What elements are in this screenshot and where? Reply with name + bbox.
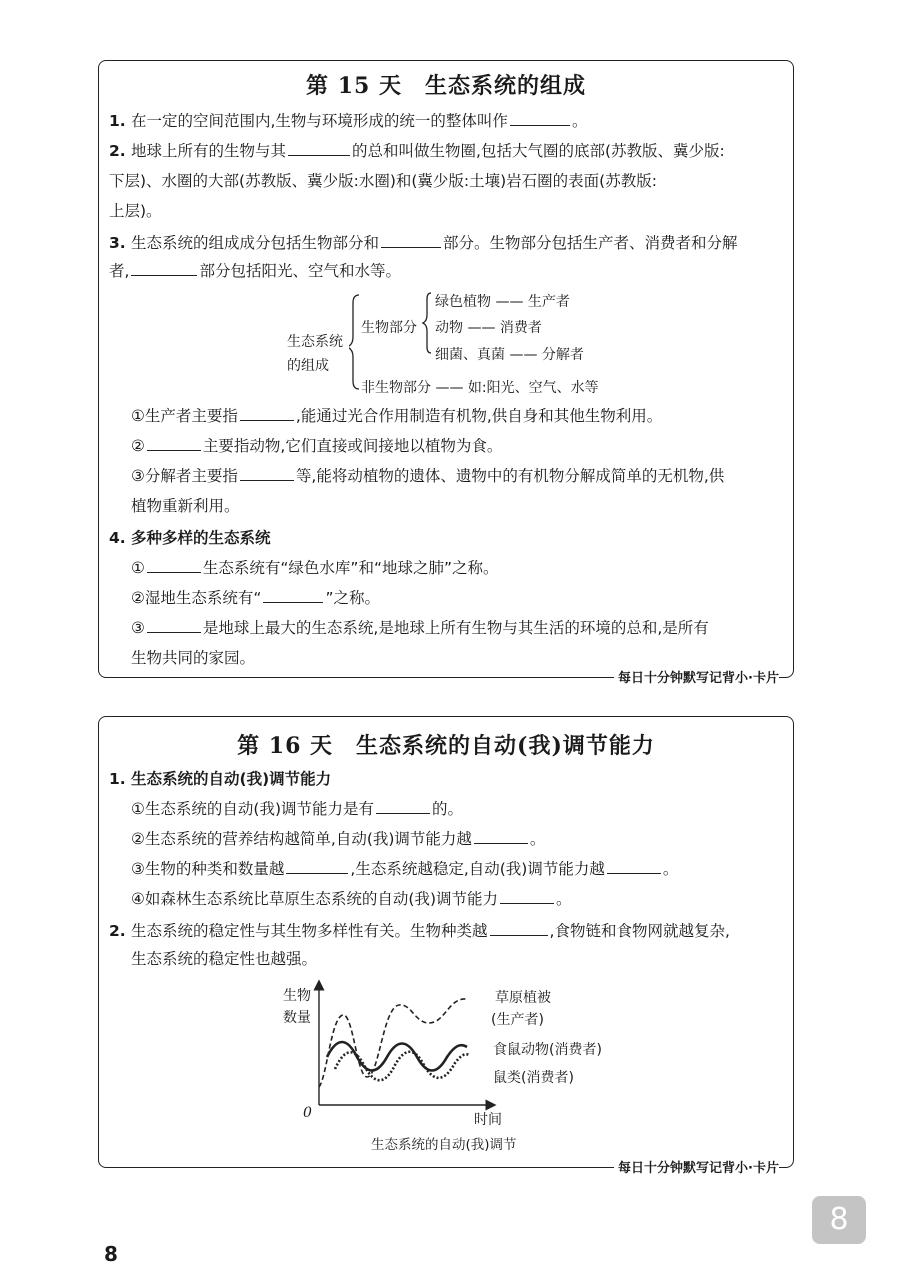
q4-item1: ① 生态系统有“绿色水库”和“地球之肺”之称。 — [131, 559, 499, 577]
q3-line1: 3. 生态系统的组成成分包括生物部分和 部分。生物部分包括生产者、消费者和分解 — [109, 234, 738, 252]
d16-q1-item1: ①生态系统的自动(我)调节能力是有 的。 — [131, 800, 464, 818]
answer-blank[interactable] — [147, 618, 201, 633]
answer-blank[interactable] — [131, 261, 197, 276]
diagram-producer: 绿色植物 —— 生产者 — [435, 294, 570, 310]
chart-xlabel: 时间 — [474, 1112, 502, 1128]
diagram-root-2: 的组成 — [287, 358, 329, 374]
chart-origin: 0 — [303, 1105, 312, 1121]
answer-blank[interactable] — [288, 141, 350, 156]
day16-title: 第 16 天 生态系统的自动(我)调节能力 — [237, 733, 655, 759]
chart-caption: 生态系统的自动(我)调节 — [371, 1137, 517, 1153]
legend-grassland: 草原植被 — [495, 990, 551, 1006]
series-predators — [327, 1042, 467, 1071]
answer-blank[interactable] — [376, 799, 430, 814]
q2-line2: 下层)、水圈的大部(苏教版、冀少版:水圈)和(冀少版:土壤)岩石圈的表面(苏教版: — [109, 172, 657, 190]
answer-blank[interactable] — [240, 406, 294, 421]
q4-item3-line2: 生物共同的家园。 — [131, 649, 256, 667]
d16-q1-item4: ④如森林生态系统比草原生态系统的自动(我)调节能力 。 — [131, 890, 572, 908]
day16-card — [98, 716, 794, 1176]
q2-line1: 2. 地球上所有的生物与其 的总和叫做生物圈,包括大气圈的底部(苏教版、冀少版: — [109, 142, 725, 160]
diagram-consumer: 动物 —— 消费者 — [435, 320, 542, 336]
answer-blank[interactable] — [500, 889, 554, 904]
d16-q1-item3: ③生物的种类和数量越 ,生态系统越稳定,自动(我)调节能力越 。 — [131, 860, 679, 878]
diagram-nonbio: 非生物部分 —— 如:阳光、空气、水等 — [361, 380, 599, 396]
legend-rodents: 鼠类(消费者) — [493, 1070, 574, 1086]
answer-blank[interactable] — [510, 111, 570, 126]
d16-q2-line1: 2. 生态系统的稳定性与其生物多样性有关。生物种类越 ,食物链和食物网就越复杂, — [109, 922, 730, 940]
s3-line1: ③分解者主要指 等,能将动植物的遗体、遗物中的有机物分解成简单的无机物,供 — [131, 467, 725, 485]
day15-title: 第 15 天 生态系统的组成 — [306, 73, 586, 99]
answer-blank[interactable] — [240, 466, 294, 481]
card-footer: 每日十分钟默写记背小·卡片 — [614, 667, 779, 686]
chart-ylabel: 生物 — [283, 988, 311, 1004]
q4-item3: ③ 是地球上最大的生态系统,是地球上所有生物与其生活的环境的总和,是所有 — [131, 619, 709, 637]
legend-predators: 食鼠动物(消费者) — [493, 1042, 602, 1058]
chart-plot — [299, 977, 499, 1113]
d16-q1-title: 1. 生态系统的自动(我)调节能力 — [109, 770, 332, 788]
page-badge: 8 — [812, 1196, 866, 1244]
card-footer: 每日十分钟默写记背小·卡片 — [614, 1157, 779, 1176]
answer-blank[interactable] — [490, 921, 548, 936]
s2-line: ② 主要指动物,它们直接或间接地以植物为食。 — [131, 437, 503, 455]
answer-blank[interactable] — [607, 859, 661, 874]
q4-title: 4. 多种多样的生态系统 — [109, 529, 271, 547]
d16-q1-item2: ②生态系统的营养结构越简单,自动(我)调节能力越 。 — [131, 830, 546, 848]
answer-blank[interactable] — [474, 829, 528, 844]
answer-blank[interactable] — [263, 588, 323, 603]
answer-blank[interactable] — [286, 859, 348, 874]
answer-blank[interactable] — [381, 233, 441, 248]
q2-line3: 上层)。 — [109, 202, 162, 220]
day15-card — [98, 60, 794, 686]
s3-line2: 植物重新利用。 — [131, 497, 240, 515]
chart-ylabel-2: 数量 — [283, 1010, 311, 1026]
q1-line: 1. 在一定的空间范围内,生物与环境形成的统一的整体叫作 。 — [109, 112, 588, 130]
diagram-root: 生态系统 — [287, 334, 343, 350]
answer-blank[interactable] — [147, 436, 201, 451]
s1-line: ①生产者主要指 ,能通过光合作用制造有机物,供自身和其他生物利用。 — [131, 407, 663, 425]
diagram-decomposer: 细菌、真菌 —— 分解者 — [435, 347, 584, 363]
page-number: 8 — [104, 1242, 118, 1266]
legend-grassland-note: (生产者) — [491, 1012, 544, 1028]
d16-q2-line2: 生态系统的稳定性也越强。 — [131, 950, 318, 968]
q4-item2: ②湿地生态系统有“ ”之称。 — [131, 589, 380, 607]
diagram-bio: 生物部分 — [361, 320, 417, 336]
q3-line2: 者, 部分包括阳光、空气和水等。 — [109, 262, 401, 280]
answer-blank[interactable] — [147, 558, 201, 573]
